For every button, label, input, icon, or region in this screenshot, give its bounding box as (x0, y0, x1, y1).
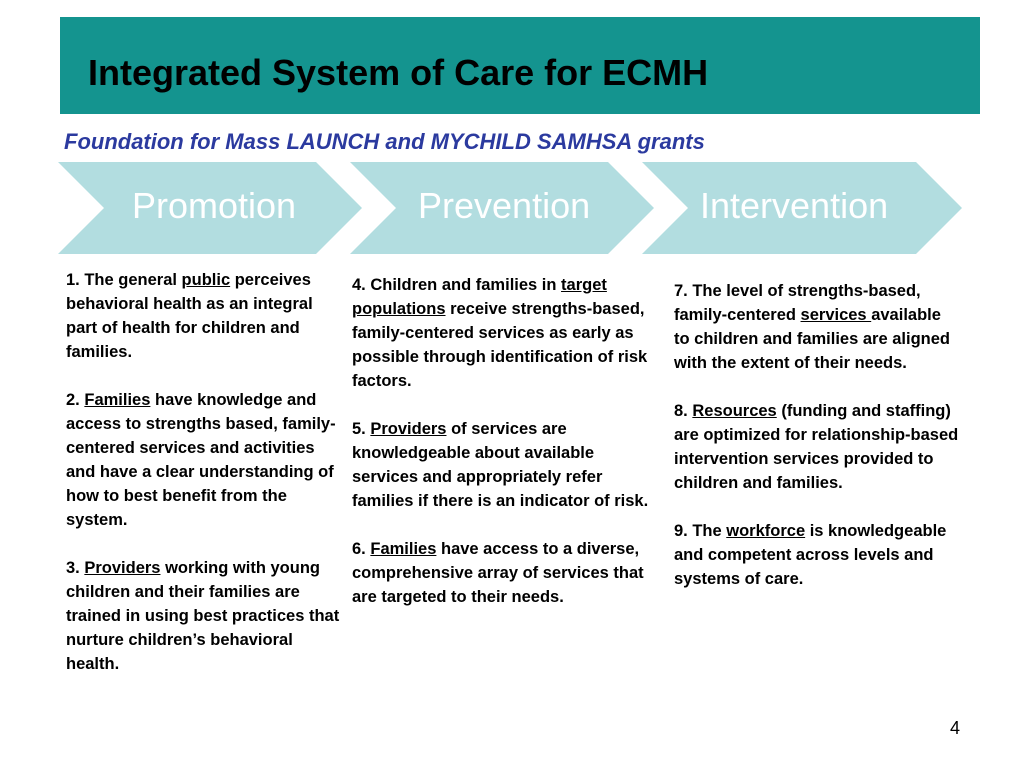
outcome-item: 8. Resources (funding and staffing) are optimized for relationship-based intervention services provided to children and families. (674, 402, 959, 492)
outcome-item: 3. Providers working with young children and their families are trained in using best practices that nurture children’s behavioral health. (66, 559, 340, 673)
page-number: 4 (950, 718, 961, 738)
outcome-item: 1. The general public perceives behavioral health as an integral part of health for children and families. (66, 271, 313, 361)
outcome-item: 5. Providers of services are knowledgeable about available services and appropriately refer families if there is an indicator of risk. (352, 420, 649, 510)
outcome-item: 4. Children and families in target populations receive strengths-based, family-centered services as early as possible through identification of risk factors. (352, 276, 648, 390)
chevron-label-intervention: Intervention (700, 185, 889, 226)
outcome-item: 2. Families have knowledge and access to strengths based, family-centered services and activities and have a clear understanding of how to best benefit from the system. (66, 391, 336, 529)
column-prevention (352, 273, 652, 633)
column-promotion (66, 268, 341, 700)
outcome-item: 7. The level of strengths-based, family-centered services available to children and families are aligned with the extent of their needs. (674, 282, 950, 372)
outcome-item: 9. The workforce is knowledgeable and competent across levels and systems of care. (674, 522, 947, 588)
slide-title: Integrated System of Care for ECMH (88, 52, 709, 93)
outcome-item: 6. Families have access to a diverse, comprehensive array of services that are targeted to their needs. (352, 540, 644, 606)
slide-subtitle: Foundation for Mass LAUNCH and MYCHILD SAMHSA grants (64, 129, 705, 154)
chevron-label-prevention: Prevention (418, 185, 591, 226)
chevron-label-promotion: Promotion (132, 185, 297, 226)
column-intervention (674, 279, 959, 615)
